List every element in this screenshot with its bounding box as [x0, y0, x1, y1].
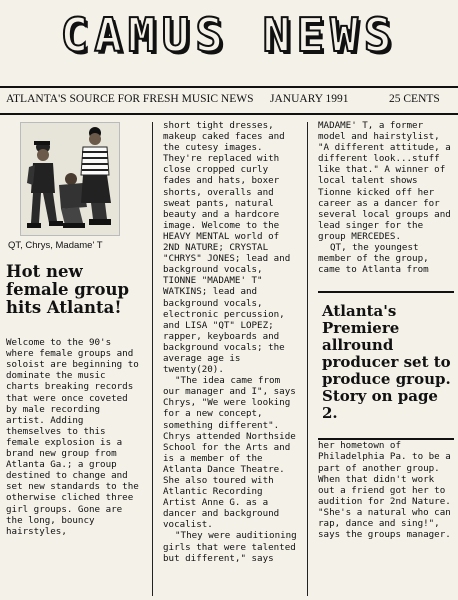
column-1	[6, 120, 144, 600]
article-text-col3-part1: MADAME' T, a former model and hairstylist, "A different attitude, a different look...stuff like that." A winner of local talent shows Tionne kicked off her career as a dancer for several local groups and lead singer for the group MERCEDES.	[318, 120, 451, 242]
article-text-col2-part2: "The idea came from our manager and I", says Chrys, "We were looking for a new concept, something different". Chrys attended Northside School for the Arts and is a member of the Atlanta Dance Theatre. She also toured with Atlantic Recording Artist Anne G. as a dancer and background vocalist.	[163, 375, 296, 531]
photo-caption: QT, Chrys, Madame' T	[8, 240, 103, 251]
masthead-title: CAMUS NEWS	[60, 8, 398, 62]
dateline-tagline: ATLANTA'S SOURCE FOR FRESH MUSIC NEWS	[6, 93, 254, 105]
article-text-col2-part1: short tight dresses, makeup caked faces and the cutesy images. They're replaced with close cropped curly fades and hats, boxer shorts, overalls and sweat pants, natural beauty and a hardcore image. Welcome to the HEAVY MENTAL world of 2ND NATURE; CRYSTAL "CHRYS" JONES; lead and background vocals, TIONNE "MADAME' T" WATKINS; lead and background vocals, electronic percussion, and LISA "QT" LOPEZ; rapper, keyboards and background vocals; the average age is twenty(20).	[163, 120, 291, 376]
column-divider	[307, 122, 308, 596]
article-headline: Hot new female group hits Atlanta!	[6, 262, 130, 318]
column-2	[163, 120, 298, 600]
promo-text: Atlanta's Premiere allround producer set to produce group. Story on page 2.	[322, 302, 451, 423]
article-text-col1: Welcome to the 90's where female groups and soloist are beginning to dominate the music charts breaking records that were once coveted by male recording artist. Adding themselves to this female explosion is a brand new group from Atlanta Ga.; a group destined to change and set new standards to the otherwise cliched three girl groups. Gone are the long, bouncy hairstyles,	[6, 337, 139, 537]
top-rule	[0, 86, 458, 88]
column-divider	[152, 122, 153, 596]
dateline-price: 25 CENTS	[389, 93, 440, 105]
masthead	[0, 4, 458, 74]
column-3	[318, 120, 454, 600]
dateline-date: JANUARY 1991	[270, 93, 349, 105]
article-text-col2-part3: "They were auditioning girls that were talented but different," says	[163, 530, 297, 564]
article-text-col3-part2: QT, the youngest member of the group, came to Atlanta from	[318, 242, 429, 276]
group-photo-image	[21, 123, 119, 235]
dateline	[0, 93, 458, 111]
bottom-rule	[0, 113, 458, 115]
article-text-col3-part3: her hometown of Philadelphia Pa. to be a part of another group. When that didn't work out a friend got her to audition for 2nd Nature. "She's a natural who can rap, dance and sing!", says the groups manager.	[318, 440, 451, 541]
promo-box	[318, 291, 454, 440]
group-photo	[20, 122, 120, 236]
